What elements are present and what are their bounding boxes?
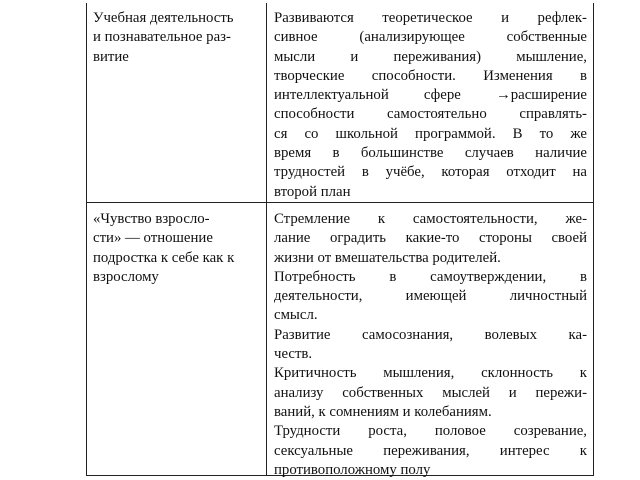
row-1-left-cell bbox=[87, 3, 267, 202]
text-line: «Чувство взросло- bbox=[93, 211, 210, 227]
text-line: Потребность в самоутверждении, в bbox=[274, 268, 587, 285]
text-line: сексуальные переживания, интерес к bbox=[274, 442, 587, 459]
text-line: деятельности, имеющей личностный bbox=[274, 288, 587, 305]
text-line: сивное (анализирующее собственные bbox=[274, 29, 587, 46]
text-line: анализу собственных мыслей и пережи- bbox=[274, 384, 587, 401]
text-line: взрослому bbox=[93, 268, 159, 285]
text-line: подростка к себе как к bbox=[93, 249, 235, 266]
text-line: трудностей в учёбе, которая отходит на bbox=[274, 164, 587, 181]
text-line: лание оградить какие-то стороны своей bbox=[274, 230, 587, 247]
text-line: время в большинстве случаев наличие bbox=[274, 145, 587, 162]
text-line: честв. bbox=[274, 346, 313, 363]
text-line: второй план bbox=[274, 183, 351, 200]
text-line: мысли и переживания) мышление, bbox=[274, 48, 587, 65]
table-row bbox=[87, 3, 593, 203]
row-1-right-cell bbox=[267, 3, 593, 202]
text-line: витие bbox=[93, 48, 129, 65]
table-row bbox=[87, 203, 593, 478]
row-2-left-cell bbox=[87, 203, 267, 475]
text-line: ваний, к сомнениям и колебаниям. bbox=[274, 403, 492, 420]
text-line: Стремление к самостоятельности, же- bbox=[274, 211, 587, 227]
text-line: ся со школьной программой. В то же bbox=[274, 125, 587, 142]
text-line: смысл. bbox=[274, 307, 318, 324]
text-line: противоположному полу bbox=[274, 461, 431, 478]
text-line: жизни от вмешательства родителей. bbox=[274, 249, 501, 266]
text-line: способности самостоятельно справлять- bbox=[274, 106, 587, 123]
text-line: Критичность мышления, склонность к bbox=[274, 365, 587, 382]
content-table bbox=[86, 3, 594, 476]
text-line: Развитие самосознания, волевых ка- bbox=[274, 326, 587, 343]
text-line: сти» — отношение bbox=[93, 230, 213, 247]
text-line: творческие способности. Изменения в bbox=[274, 67, 587, 84]
text-line: Трудности роста, половое созревание, bbox=[274, 423, 587, 440]
row-2-right-cell bbox=[267, 203, 593, 478]
text-line: и познавательное раз- bbox=[93, 29, 231, 46]
text-line: Развиваются теоретическое и рефлек- bbox=[274, 10, 587, 26]
text-line: интеллектуальной сфере →расширение bbox=[274, 87, 587, 104]
text-line: Учебная деятельность bbox=[93, 10, 234, 26]
